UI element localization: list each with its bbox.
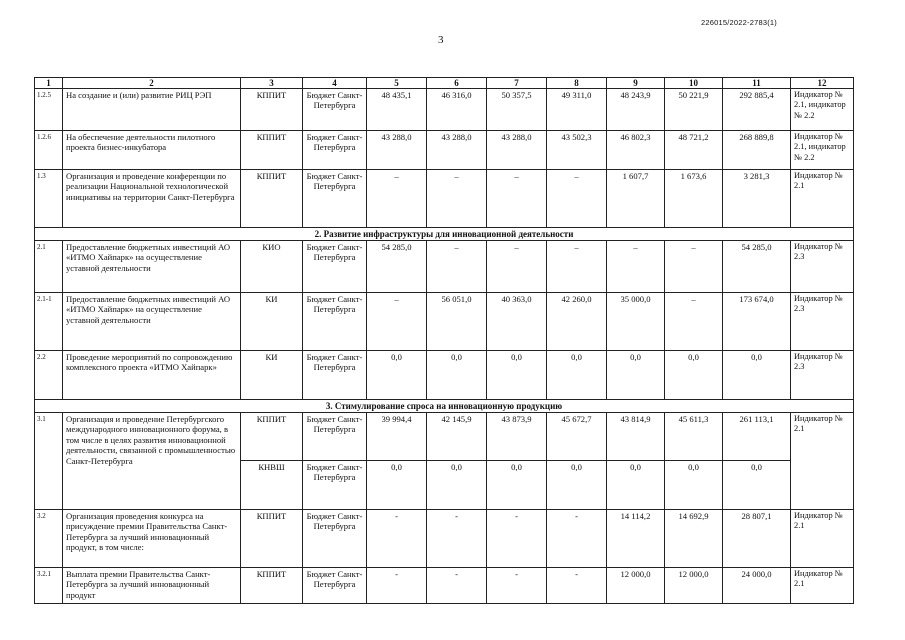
- document-id: 226015/2022-2783(1): [701, 18, 777, 27]
- row-value: -: [547, 568, 607, 604]
- row-value: 42 145,9: [427, 413, 487, 461]
- table-row: [35, 568, 854, 604]
- row-value: 43 814,9: [607, 413, 665, 461]
- row-indicator: Индикатор № 2.1, индикатор № 2.2: [791, 131, 854, 170]
- col-header: 7: [487, 78, 547, 89]
- row-value: -: [367, 568, 427, 604]
- header-row: [35, 78, 854, 89]
- row-indicator: Индикатор № 2.3: [791, 293, 854, 351]
- col-header: 3: [241, 78, 303, 89]
- row-total: 3 281,3: [723, 170, 791, 228]
- row-value: 43 873,9: [487, 413, 547, 461]
- col-header: 5: [367, 78, 427, 89]
- row-executor: КИ: [241, 293, 303, 351]
- row-value: –: [665, 241, 723, 293]
- row-value: 0,0: [427, 461, 487, 510]
- row-id: 1.2.6: [35, 131, 63, 170]
- row-value: 0,0: [665, 461, 723, 510]
- table-row: [35, 89, 854, 131]
- row-value: –: [487, 170, 547, 228]
- row-id: 2.1-1: [35, 293, 63, 351]
- row-id: 3.2.1: [35, 568, 63, 604]
- row-value: –: [487, 241, 547, 293]
- row-value: 12 000,0: [665, 568, 723, 604]
- row-value: 0,0: [665, 351, 723, 400]
- row-executor: КНВШ: [241, 461, 303, 510]
- row-value: –: [547, 170, 607, 228]
- row-value: 49 311,0: [547, 89, 607, 131]
- row-name: Предоставление бюджетных инвестиций АО «ИТМО Хайпарк» на осуществление уставной деятельности: [63, 241, 241, 293]
- row-source: Бюджет Санкт-Петербурга: [303, 351, 367, 400]
- row-name: На создание и (или) развитие РИЦ РЭП: [63, 89, 241, 131]
- row-value: 45 611,3: [665, 413, 723, 461]
- row-value: 42 260,0: [547, 293, 607, 351]
- row-value: 0,0: [607, 461, 665, 510]
- row-id: 1.3: [35, 170, 63, 228]
- row-source: Бюджет Санкт-Петербурга: [303, 568, 367, 604]
- row-source: Бюджет Санкт-Петербурга: [303, 413, 367, 461]
- row-total: 0,0: [723, 351, 791, 400]
- row-indicator: Индикатор № 2.1: [791, 413, 854, 510]
- row-source: Бюджет Санкт-Петербурга: [303, 241, 367, 293]
- row-value: 0,0: [487, 351, 547, 400]
- col-header: 10: [665, 78, 723, 89]
- row-value: 0,0: [547, 351, 607, 400]
- row-source: Бюджет Санкт-Петербурга: [303, 461, 367, 510]
- row-value: 48 721,2: [665, 131, 723, 170]
- section-heading-row: [35, 228, 854, 241]
- row-executor: КППИТ: [241, 510, 303, 568]
- row-source: Бюджет Санкт-Петербурга: [303, 89, 367, 131]
- row-total: 261 113,1: [723, 413, 791, 461]
- row-value: 39 994,4: [367, 413, 427, 461]
- row-value: -: [487, 510, 547, 568]
- row-value: 43 288,0: [367, 131, 427, 170]
- row-value: 0,0: [367, 351, 427, 400]
- row-value: 48 243,9: [607, 89, 665, 131]
- section-heading: 3. Стимулирование спроса на инновационную продукцию: [35, 400, 854, 413]
- row-value: 0,0: [487, 461, 547, 510]
- row-name: Организация проведения конкурса на присуждение премии Правительства Санкт-Петербурга за лучший инновационный продукт, в том числе:: [63, 510, 241, 568]
- row-value: 0,0: [547, 461, 607, 510]
- row-value: 50 357,5: [487, 89, 547, 131]
- row-indicator: Индикатор № 2.1: [791, 170, 854, 228]
- row-value: 35 000,0: [607, 293, 665, 351]
- row-value: 40 363,0: [487, 293, 547, 351]
- col-header: 4: [303, 78, 367, 89]
- row-executor: КППИТ: [241, 568, 303, 604]
- row-value: 46 802,3: [607, 131, 665, 170]
- row-name: Проведение мероприятий по сопровождению комплексного проекта «ИТМО Хайпарк»: [63, 351, 241, 400]
- row-value: –: [367, 170, 427, 228]
- row-source: Бюджет Санкт-Петербурга: [303, 293, 367, 351]
- row-indicator: Индикатор № 2.1: [791, 568, 854, 604]
- row-source: Бюджет Санкт-Петербурга: [303, 510, 367, 568]
- row-value: 48 435,1: [367, 89, 427, 131]
- row-value: –: [427, 170, 487, 228]
- row-value: -: [427, 568, 487, 604]
- row-indicator: Индикатор № 2.3: [791, 241, 854, 293]
- row-source: Бюджет Санкт-Петербурга: [303, 131, 367, 170]
- section-heading-row: [35, 400, 854, 413]
- row-total: 28 807,1: [723, 510, 791, 568]
- row-name: Предоставление бюджетных инвестиций АО «ИТМО Хайпарк» на осуществление уставной деятельности: [63, 293, 241, 351]
- row-value: 1 607,7: [607, 170, 665, 228]
- row-name: Выплата премии Правительства Санкт-Петербурга за лучший инновационный продукт: [63, 568, 241, 604]
- row-value: 14 114,2: [607, 510, 665, 568]
- table-row: [35, 351, 854, 400]
- row-value: –: [547, 241, 607, 293]
- row-total: 0,0: [723, 461, 791, 510]
- page-number: 3: [438, 34, 444, 46]
- row-executor: КППИТ: [241, 131, 303, 170]
- col-header: 9: [607, 78, 665, 89]
- row-value: 43 288,0: [487, 131, 547, 170]
- row-id: 2.2: [35, 351, 63, 400]
- program-table: [34, 77, 854, 604]
- row-value: 56 051,0: [427, 293, 487, 351]
- row-value: 14 692,9: [665, 510, 723, 568]
- row-total: 24 000,0: [723, 568, 791, 604]
- row-indicator: Индикатор № 2.3: [791, 351, 854, 400]
- row-value: 45 672,7: [547, 413, 607, 461]
- row-value: 50 221,9: [665, 89, 723, 131]
- row-value: 0,0: [427, 351, 487, 400]
- row-total: 54 285,0: [723, 241, 791, 293]
- row-value: 1 673,6: [665, 170, 723, 228]
- row-executor: КППИТ: [241, 170, 303, 228]
- row-value: 54 285,0: [367, 241, 427, 293]
- row-value: –: [367, 293, 427, 351]
- row-source: Бюджет Санкт-Петербурга: [303, 170, 367, 228]
- row-indicator: Индикатор № 2.1: [791, 510, 854, 568]
- col-header: 12: [791, 78, 854, 89]
- row-value: 46 316,0: [427, 89, 487, 131]
- col-header: 2: [63, 78, 241, 89]
- row-value: -: [487, 568, 547, 604]
- table-row: [35, 170, 854, 228]
- section-heading: 2. Развитие инфраструктуры для инновационной деятельности: [35, 228, 854, 241]
- row-value: –: [607, 241, 665, 293]
- row-value: 0,0: [367, 461, 427, 510]
- row-executor: КИО: [241, 241, 303, 293]
- row-id: 3.1: [35, 413, 63, 510]
- row-value: 0,0: [607, 351, 665, 400]
- row-name: Организация и проведение Петербургского международного инновационного форума, в том числе в целях развития инновационной деятельности, связанной с промышленностью Санкт-Петербурга: [63, 413, 241, 510]
- row-value: –: [665, 293, 723, 351]
- table-row: [35, 241, 854, 293]
- table-row: [35, 293, 854, 351]
- row-name: На обеспечение деятельности пилотного проекта бизнес-инкубатора: [63, 131, 241, 170]
- row-executor: КППИТ: [241, 89, 303, 131]
- row-id: 3.2: [35, 510, 63, 568]
- row-total: 173 674,0: [723, 293, 791, 351]
- row-value: 12 000,0: [607, 568, 665, 604]
- row-value: –: [427, 241, 487, 293]
- row-executor: КИ: [241, 351, 303, 400]
- row-id: 2.1: [35, 241, 63, 293]
- row-value: -: [367, 510, 427, 568]
- row-indicator: Индикатор № 2.1, индикатор № 2.2: [791, 89, 854, 131]
- table-row: [35, 413, 854, 461]
- row-value: -: [547, 510, 607, 568]
- row-total: 292 885,4: [723, 89, 791, 131]
- row-value: 43 288,0: [427, 131, 487, 170]
- row-executor: КППИТ: [241, 413, 303, 461]
- row-total: 268 889,8: [723, 131, 791, 170]
- row-name: Организация и проведение конференции по реализации Национальной технологической инициативы на территории Санкт-Петербурга: [63, 170, 241, 228]
- row-value: 43 502,3: [547, 131, 607, 170]
- col-header: 1: [35, 78, 63, 89]
- col-header: 11: [723, 78, 791, 89]
- table-row: [35, 131, 854, 170]
- col-header: 6: [427, 78, 487, 89]
- table-row: [35, 510, 854, 568]
- col-header: 8: [547, 78, 607, 89]
- row-id: 1.2.5: [35, 89, 63, 131]
- row-value: -: [427, 510, 487, 568]
